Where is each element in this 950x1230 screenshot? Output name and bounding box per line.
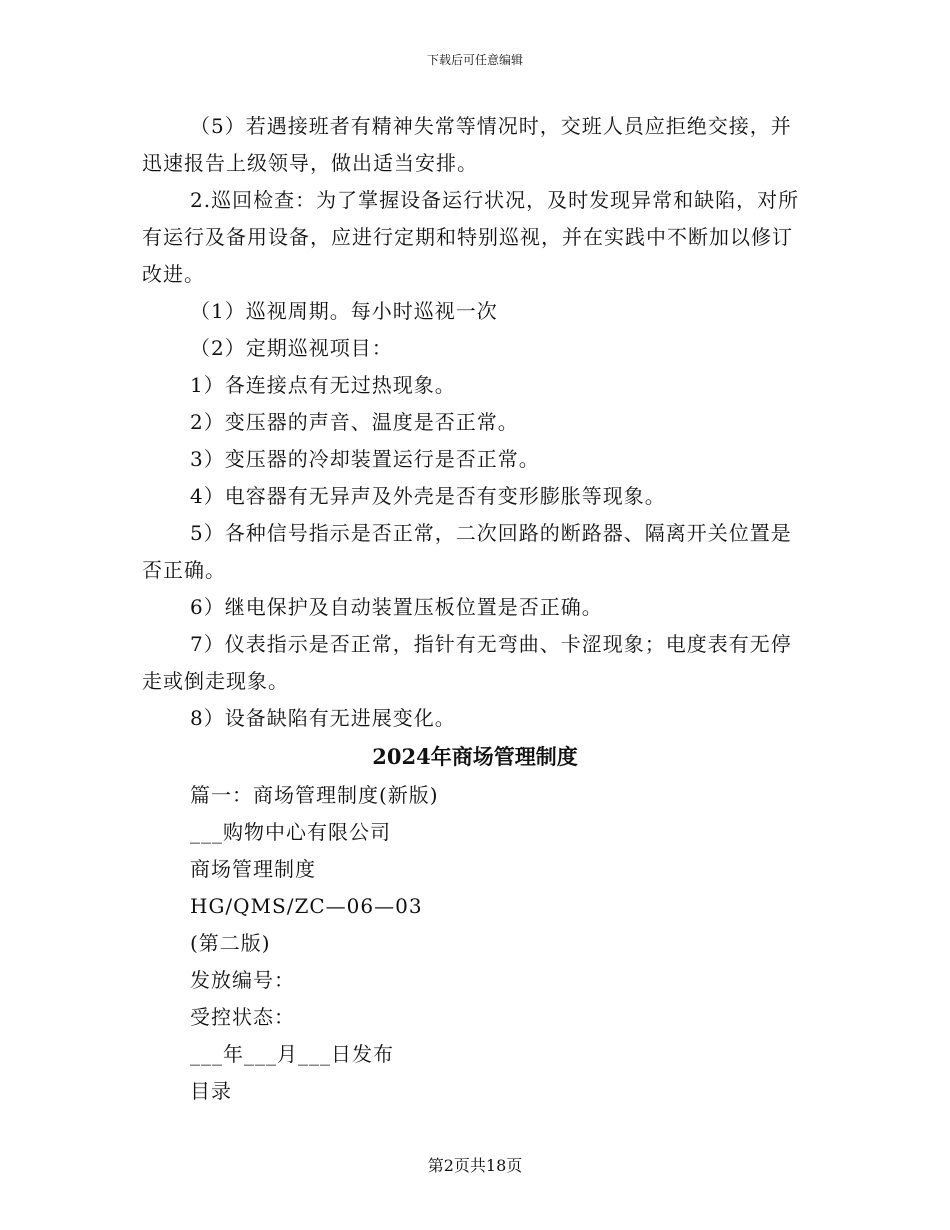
- page-footer: 第2页共18页: [427, 1156, 523, 1175]
- list-item: 4）电容器有无异声及外壳是否有变形膨胀等现象。: [190, 484, 666, 508]
- release-date-line: ___年___月___日发布: [190, 1042, 394, 1066]
- company-name: ___购物中心有限公司: [190, 820, 391, 844]
- paragraph-handover-refusal: （5）若遇接班者有精神失常等情况时，交班人员应拒绝交接，并迅速报告上级领导，做出适当安排。: [142, 114, 792, 175]
- list-item: 6）继电保护及自动装置压板位置是否正确。: [190, 595, 603, 619]
- paragraph-patrol-inspection: 2.巡回检查：为了掌握设备运行状况，及时发现异常和缺陷，对所有运行及备用设备，应进行定期和特别巡视，并在实践中不断加以修订改进。: [142, 188, 800, 286]
- edition-label: (第二版): [190, 931, 271, 955]
- list-item: 3）变压器的冷却装置运行是否正常。: [190, 447, 540, 471]
- section-title: 2024年商场管理制度: [372, 744, 578, 769]
- document-name: 商场管理制度: [190, 857, 316, 881]
- paragraph-patrol-cycle: （1）巡视周期。每小时巡视一次: [190, 299, 498, 323]
- document-body: [142, 108, 808, 1110]
- document-code: HG/QMS/ZC—06—03: [190, 894, 423, 918]
- distribution-number-label: 发放编号：: [190, 968, 295, 992]
- list-item: 2）变压器的声音、温度是否正常。: [190, 410, 519, 434]
- paragraph-periodic-items: （2）定期巡视项目：: [190, 336, 393, 360]
- list-item: 1）各连接点有无过热现象。: [190, 373, 456, 397]
- page-header: 下载后可任意编辑: [426, 53, 523, 67]
- controlled-status-label: 受控状态：: [190, 1005, 295, 1029]
- list-item: 8）设备缺陷有无进展变化。: [190, 706, 456, 730]
- chapter-heading: 篇一：商场管理制度(新版): [190, 783, 439, 807]
- list-item: 5）各种信号指示是否正常，二次回路的断路器、隔离开关位置是否正确。: [142, 521, 792, 582]
- list-item: 7）仪表指示是否正常，指针有无弯曲、卡涩现象；电度表有无停走或倒走现象。: [142, 632, 792, 693]
- table-of-contents-heading: 目录: [190, 1079, 232, 1103]
